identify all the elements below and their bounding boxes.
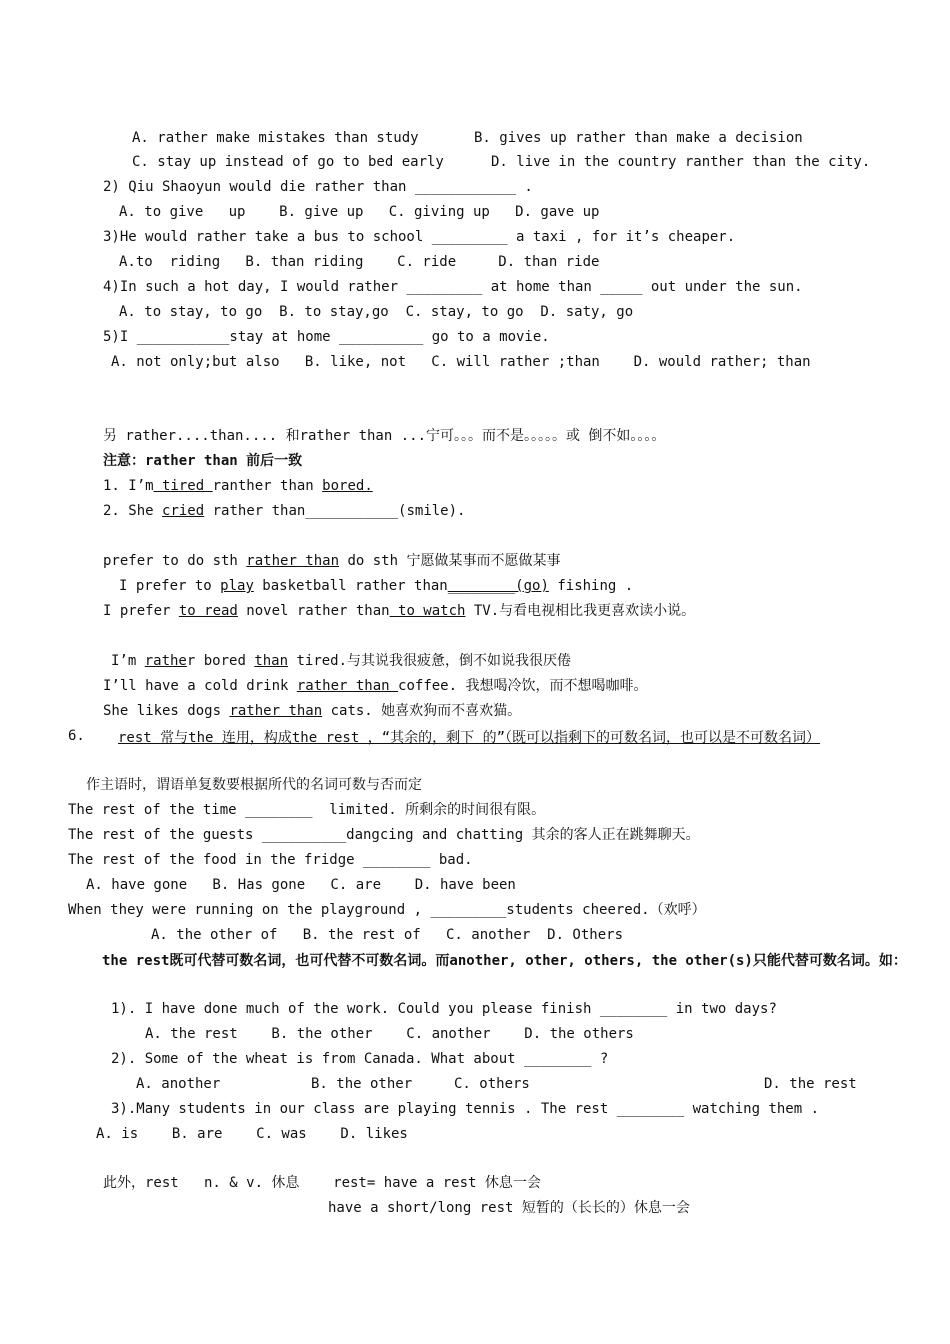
example-drink [103, 676, 647, 696]
q4-stem: 4)In such a hot day, I would rather _________ at home than _____ out under the sun. [103, 279, 803, 295]
underlined-word: to read [178, 603, 238, 619]
text-segment: I prefer [103, 603, 179, 619]
q5-options: A. not only;but also B. like, not C. will rather ;than D. would rather; than [111, 354, 811, 370]
rest-sentence-2: The rest of the guests __________dangcing and chatting 其余的客人正在跳舞聊天。 [68, 827, 700, 843]
text-segment: I’m [111, 653, 145, 669]
note-example-1 [103, 476, 373, 496]
underlined-word: rather than [296, 678, 399, 694]
rather-than-note: 另 rather....than.... 和rather than ...宁可。。。而不是。。。。。或 倒不如。。。。 [103, 428, 666, 444]
text-segment: ranther than [212, 478, 323, 494]
text-segment: 2. She [103, 503, 163, 519]
practice-2-option-d: D. the rest [764, 1076, 857, 1092]
underlined-word: tired [153, 478, 213, 494]
text-segment: I’ll have a cold drink [103, 678, 297, 694]
text-segment: cats. 她喜欢狗而不喜欢猫。 [322, 703, 522, 719]
underlined-word: to watch [389, 603, 466, 619]
underlined-word: play [220, 578, 254, 594]
rest-verb-note: 此外，rest n. & v. 休息 rest= have a rest 休息一会 [103, 1175, 541, 1191]
rest-sentence-3: The rest of the food in the fridge ________ bad. [68, 852, 473, 868]
text-segment: She likes dogs [103, 703, 230, 719]
q4-options: A. to stay, to go B. to stay,go C. stay, to go D. saty, go [119, 304, 634, 320]
q2-options: A. to give up B. give up C. giving up D. gave up [119, 204, 600, 220]
section-number: 6. [68, 728, 85, 744]
text-segment: tired.与其说我很疲惫，倒不如说我很厌倦 [288, 653, 572, 669]
prefer-rule [103, 551, 560, 571]
usage-note: the rest既可代替可数名词，也可代替不可数名词。而another, other, others, the other(s)只能代替可数名词。如： [102, 953, 907, 969]
practice-2-option-b: B. the other [311, 1076, 413, 1092]
underlined-blank: ________(go) [447, 578, 549, 594]
q1-option-a: A. rather make mistakes than study [132, 130, 419, 146]
underlined-word: bored. [322, 478, 373, 494]
underlined-word: rather than [229, 703, 323, 719]
practice-3-options: A. is B. are C. was D. likes [96, 1126, 408, 1142]
underlined-word: rathe [144, 653, 187, 669]
underlined-word: rather than [246, 553, 340, 569]
prefer-example-1 [119, 576, 633, 596]
text-segment: basketball rather than [253, 578, 448, 594]
practice-3: 3).Many students in our class are playing tennis . The rest ________ watching them . [111, 1101, 820, 1117]
note-example-2 [103, 501, 465, 521]
q1-option-c: C. stay up instead of go to bed early [132, 154, 444, 170]
text-segment: 1. I’m [103, 478, 154, 494]
rest-sentence-1: The rest of the time ________ limited. 所剩余的时间很有限。 [68, 802, 546, 818]
text-segment: coffee. 我想喝冷饮，而不想喝咖啡。 [398, 678, 648, 694]
rest-sentence-4-options: A. the other of B. the rest of C. another D. Others [151, 927, 624, 943]
practice-2-option-c: C. others [454, 1076, 530, 1092]
text-segment: do sth 宁愿做某事而不愿做某事 [339, 553, 561, 569]
attention-heading: 注意：rather than 前后一致 [103, 453, 303, 469]
underlined-word: than [254, 653, 289, 669]
q2-stem: 2) Qiu Shaoyun would die rather than ____________ . [103, 179, 533, 195]
text-segment: r bored [186, 653, 255, 669]
example-bored [111, 651, 571, 671]
rest-phrase-note: have a short/long rest 短暂的（长长的）休息一会 [328, 1200, 690, 1216]
q5-stem: 5)I ___________stay at home __________ go to a movie. [103, 329, 550, 345]
text-segment: TV.与看电视相比我更喜欢读小说。 [465, 603, 696, 619]
text-segment: rather than___________(smile). [204, 503, 466, 519]
practice-1-options: A. the rest B. the other C. another D. the others [145, 1026, 634, 1042]
q1-option-d: D. live in the country ranther than the city. [491, 154, 871, 170]
section-title: rest 常与the 连用，构成the rest ，“其余的，剩下 的”（既可以指剩下的可数名词，也可以是不可数名词） [118, 730, 821, 746]
q3-stem: 3)He would rather take a bus to school _________ a taxi , for it’s cheaper. [103, 229, 736, 245]
underlined-word: cried [162, 503, 205, 519]
q1-option-b: B. gives up rather than make a decision [474, 130, 803, 146]
rest-sentence-4: When they were running on the playground , _________students cheered.（欢呼） [68, 902, 706, 918]
text-segment: novel rather than [237, 603, 390, 619]
rest-sentence-3-options: A. have gone B. Has gone C. are D. have been [86, 877, 516, 893]
text-segment: prefer to do sth [103, 553, 247, 569]
practice-2-option-a: A. another [136, 1076, 221, 1092]
practice-1: 1). I have done much of the work. Could you please finish ________ in two days? [111, 1001, 777, 1017]
prefer-example-2 [103, 601, 695, 621]
agreement-rule: 作主语时，谓语单复数要根据所代的名词可数与否而定 [86, 777, 422, 793]
text-segment: I prefer to [119, 578, 221, 594]
q3-options: A.to riding B. than riding C. ride D. than ride [119, 254, 600, 270]
practice-2: 2). Some of the wheat is from Canada. What about ________ ? [111, 1051, 609, 1067]
example-dogs [103, 701, 521, 721]
text-segment: fishing . [548, 578, 634, 594]
